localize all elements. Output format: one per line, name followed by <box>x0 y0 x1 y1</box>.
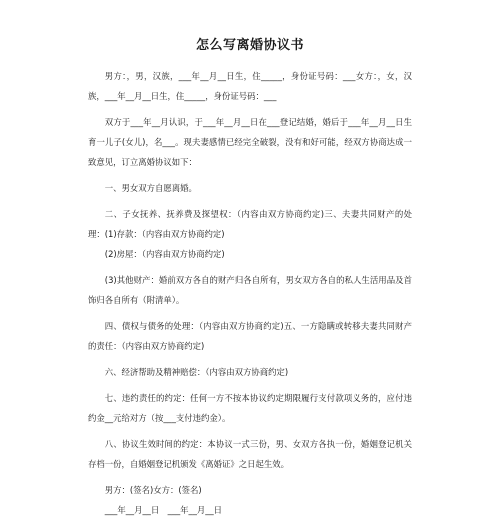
signature-line: 男方：(签名)女方：(签名) <box>104 485 202 495</box>
clause-8: 八、协议生效时间的约定：本协议一式三份，男、女双方各执一份，婚姻登记机关存档一份，自婚姻登记机颁发《离婚证》之日起生效。 <box>88 439 412 469</box>
marriage-paragraph: 双方于___年__月认识，于___年__月__日在___登记结婚，婚后于___年__月__日生育一儿子(女儿)，名___。现夫妻感情已经完全破裂，没有和好可能，经双方协商达成一致意见，订立离婚协议如下： <box>88 117 412 167</box>
clause-4-5: 四、债权与债务的处理：（内容由双方协商约定)五、一方隐瞒或转移夫妻共同财产的责任：（内容由双方协商约定) <box>88 321 412 351</box>
clause-7: 七、违约责任的约定：任何一方不按本协议约定期限履行支付款项义务的，应付违约金__元给对方（按___支付违约金）。 <box>88 393 412 423</box>
date-line: ___年__月__日 ___年__月__日 <box>104 505 223 515</box>
clause-1: 一、男女双方自愿离婚。 <box>104 183 197 193</box>
parties-paragraph: 男方：，男，汉族，___年__月__日生，住_____，身份证号码：___女方：，女，汉族，___年__月__日生，住_____，身份证号码：___ <box>88 71 412 101</box>
clause-2-3: 二、子女抚养、抚养费及探望权：（内容由双方协商约定)三、夫妻共同财产的处理：(1)存款：（内容由双方协商约定) <box>88 209 412 239</box>
clause-3-other: (3)其他财产：婚前双方各自的财产归各自所有，男女双方各自的私人生活用品及首饰归各自所有（附清单）。 <box>88 275 412 305</box>
agreement-body <box>88 66 412 520</box>
document-title: 怎么写离婚协议书 <box>195 38 304 53</box>
clause-3-house: (2)房屋：（内容由双方协商约定) <box>104 249 225 259</box>
clause-6: 六、经济帮助及精神赔偿：（内容由双方协商约定) <box>104 367 289 377</box>
